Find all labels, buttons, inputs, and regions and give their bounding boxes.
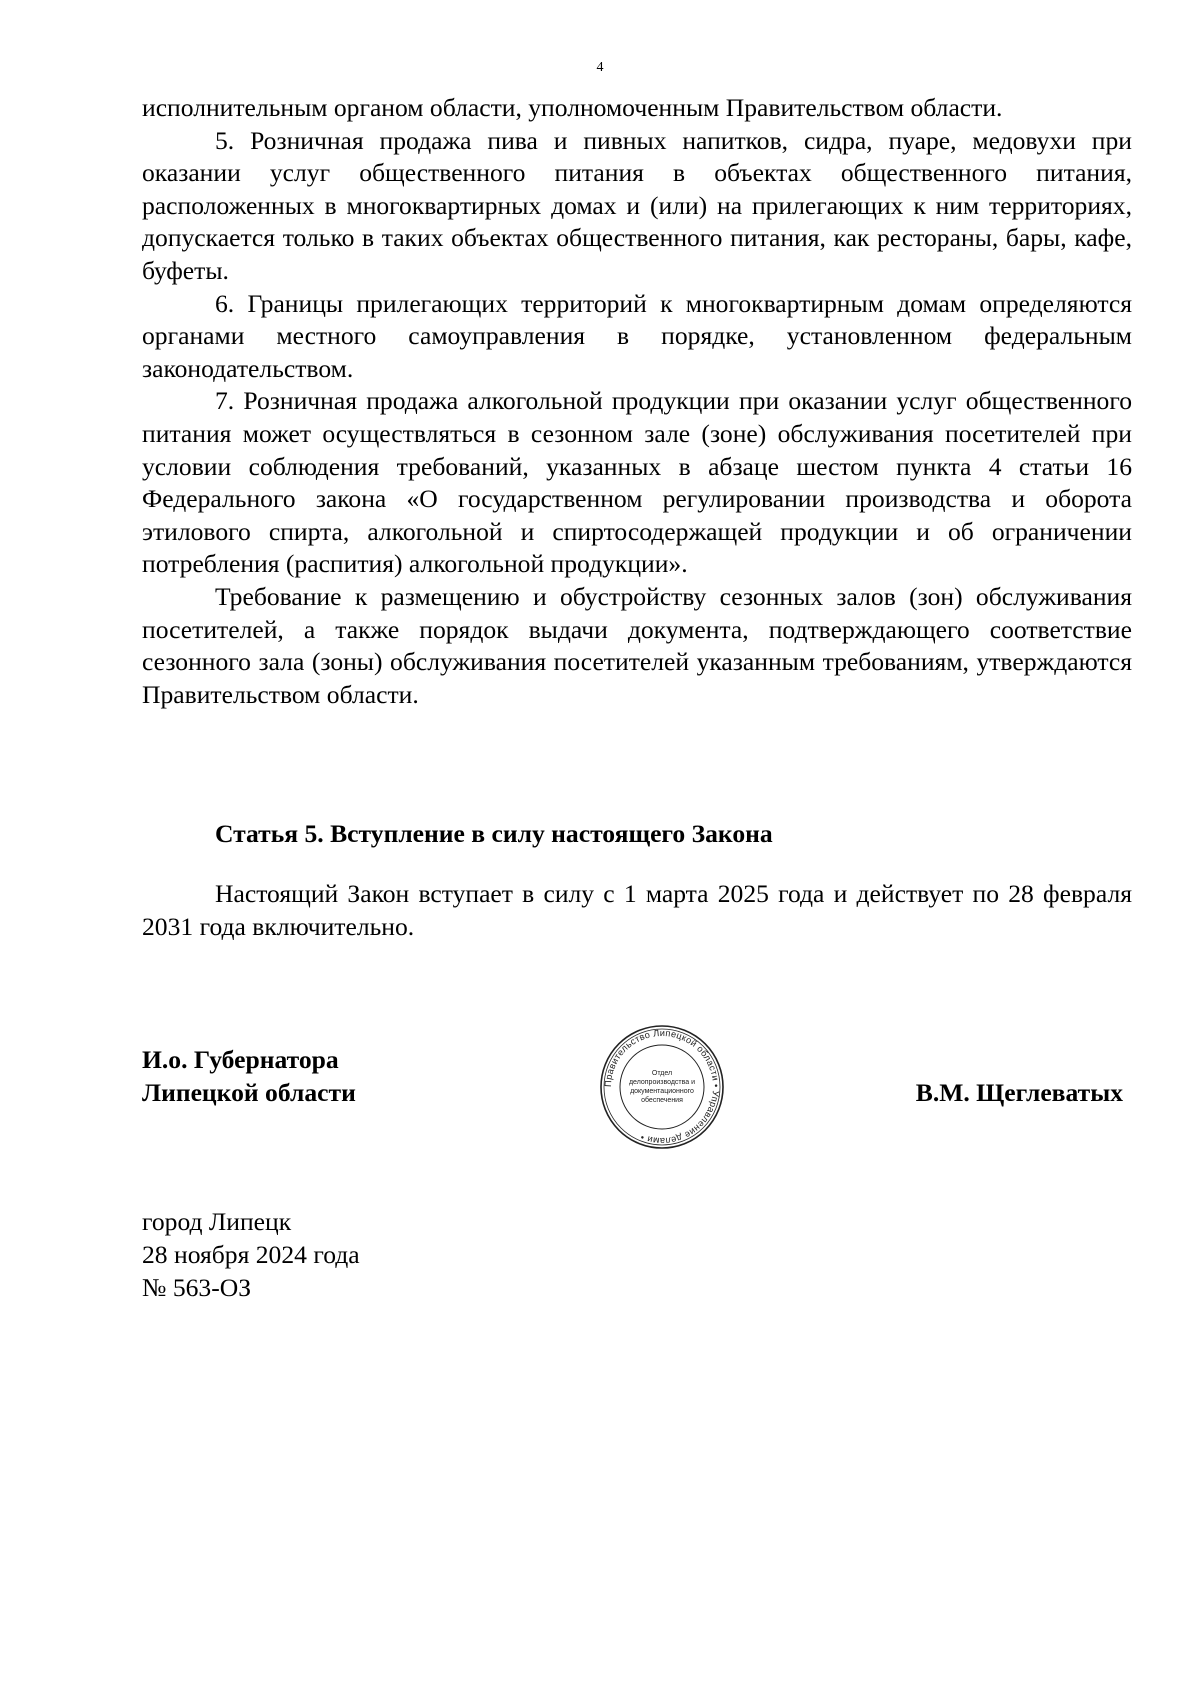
seal-inner-line-3: документационного	[630, 1088, 694, 1095]
seal-outer-ring	[601, 1026, 723, 1148]
paragraph-item-6: 6. Границы прилегающих территорий к многоквартирным домам определяются органами местного самоуправления в порядке, установленном федеральным законодательством.	[142, 288, 1132, 383]
page-number: 4	[596, 60, 604, 75]
city-line: город Липецк	[142, 1207, 292, 1236]
official-seal	[598, 1023, 726, 1151]
article-5-paragraph: Настоящий Закон вступает в силу с 1 марта 2025 года и действует по 28 февраля 2031 года включительно.	[142, 879, 1132, 941]
signer-title-line-2: Липецкой области	[142, 1078, 356, 1107]
article-5-heading: Статья 5. Вступление в силу настоящего Закона	[215, 819, 773, 848]
seal-inner-ring	[620, 1045, 704, 1129]
law-number-line: № 563-ОЗ	[142, 1273, 252, 1302]
signer-title	[142, 1043, 356, 1109]
seal-inner-line-2: делопроизводства и	[628, 1079, 696, 1086]
signer-name: В.М. Щеглеватых	[915, 1078, 1123, 1107]
seal-outer-text: Правительство Липецкой области • Управление делами •	[602, 1027, 722, 1147]
signer-title-line-1: И.о. Губернатора	[142, 1045, 339, 1074]
date-line: 28 ноября 2024 года	[142, 1240, 360, 1269]
paragraph-continuation: исполнительным органом области, уполномоченным Правительством области.	[142, 93, 1003, 122]
seal-inner-line-4: обеспечения	[641, 1097, 683, 1104]
document-body	[142, 92, 1132, 711]
place-date-number	[142, 1205, 360, 1304]
article-5-body	[142, 878, 1132, 943]
paragraph-item-7: 7. Розничная продажа алкогольной продукции при оказании услуг общественного питания может осуществляться в сезонном зале (зоне) обслуживания посетителей при условии соблюдения требований, указанных в абзаце шестом пункта 4 статьи 16 Федерального закона «О государственном регулировании производства и оборота этилового спирта, алкогольной и спиртосодержащей продукции и об ограничении потребления (распития) алкогольной продукции».	[142, 386, 1132, 579]
paragraph-item-5: 5. Розничная продажа пива и пивных напитков, сидра, пуаре, медовухи при оказании услуг общественного питания в объектах общественного питания, расположенных в многоквартирных домах и (или) на прилегающих к ним территориях, допускается только в таких объектах общественного питания, как рестораны, бары, кафе, буфеты.	[142, 125, 1132, 285]
seal-inner-line-1: Отдел	[651, 1070, 673, 1077]
paragraph-seasonal-requirements: Требование к размещению и обустройству сезонных залов (зон) обслуживания посетителей, а также порядок выдачи документа, подтверждающего соответствие сезонного зала (зоны) обслуживания посетителей указанным требованиям, утверждаются Правительством области.	[142, 581, 1132, 709]
